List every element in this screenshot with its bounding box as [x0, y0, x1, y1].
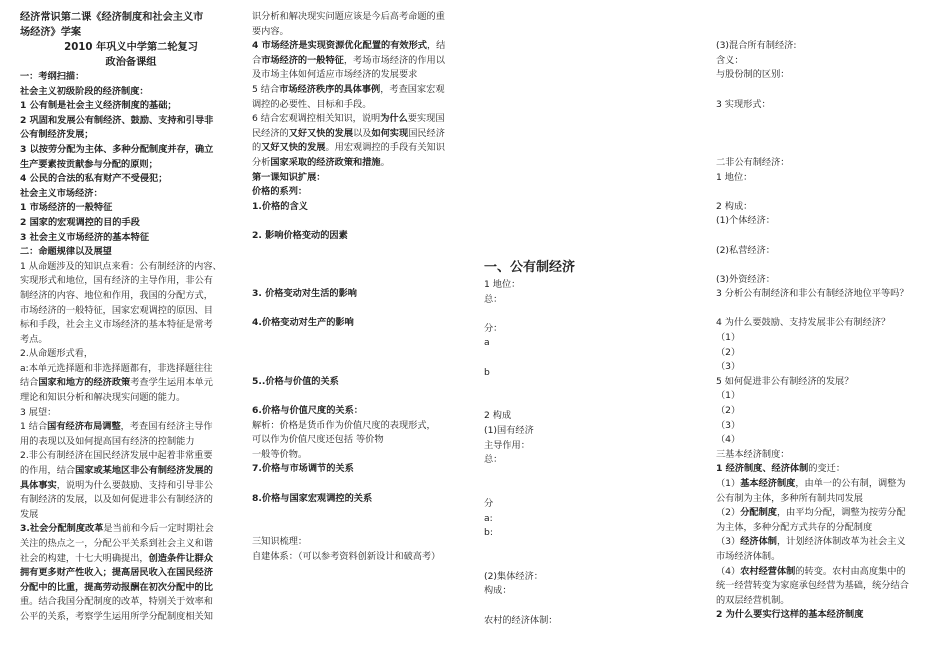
blank-line [252, 389, 474, 404]
text-span: 。用宏观调控的手段有关知识 [325, 142, 445, 154]
text-span: ，由单一的公有制，调整为 [795, 478, 906, 490]
blank-area [484, 10, 706, 258]
text-line: 二非公有制经济： [716, 156, 790, 168]
blank-line [484, 351, 706, 366]
text-span: ，计划经济体制改革为社会主义 [776, 536, 906, 548]
text-line [20, 420, 242, 435]
text-line: (1)个体经济： [716, 215, 775, 227]
bold-span: 基本经济制度 [740, 478, 796, 490]
text-line: a:本单元选择题和非选择题都有，非选择题往往 [20, 362, 213, 374]
text-span: 民经济的 [252, 127, 289, 139]
text-span: ，结 [426, 40, 446, 52]
text-line: 拥有更多财产性收入；提高居民收入在国民经济 [20, 567, 213, 579]
text-line: 主导作用： [484, 439, 530, 451]
column-4 [716, 10, 938, 623]
text-line: （3） [716, 419, 741, 431]
text-line [716, 462, 938, 477]
text-line: 8.价格与国家宏观调控的关系 [252, 492, 373, 504]
text-line: （2） [716, 346, 741, 358]
blank-line [716, 185, 938, 200]
text-line: 实现形式和地位，国有经济的主导作用，非公有 [20, 275, 213, 287]
bold-span: 农村经营体制 [740, 565, 796, 577]
text-line: 分 [484, 497, 494, 509]
text-line [252, 112, 474, 127]
text-line: 5 如何促进非公有制经济的发展？ [716, 375, 854, 387]
text-line: 市场经济的一般特征，国家宏观调控的原因、目 [20, 304, 213, 316]
text-line: 及市场主体如何适应市场经济的发展要求 [252, 69, 418, 81]
bold-span: 国家采取的经济政策和措施 [270, 156, 381, 168]
blank-line [716, 10, 938, 39]
text-span: 要实现国 [407, 113, 445, 125]
blank-line [484, 541, 706, 570]
text-span: ，由平均分配，调整为按劳分配 [776, 507, 906, 519]
text-line: 三基本经济制度： [716, 448, 790, 460]
text-line: 要内容。 [252, 25, 289, 37]
text-line [716, 477, 938, 492]
text-line: 为主体，多种分配方式共存的分配制度 [716, 521, 873, 533]
text-line: 分配中的比重，提高劳动报酬在初次分配中的比 [20, 581, 213, 593]
bold-span: 国有经济布局调整 [47, 421, 121, 433]
text-line: 重。结合我国分配制度的改革，特别关于效率和 [20, 596, 213, 608]
bold-span: 又好又快的发展 [261, 142, 326, 154]
blank-line [252, 477, 474, 492]
text-line [716, 565, 938, 580]
text-span: 以及 [353, 127, 372, 139]
text-line: 1 地位： [716, 171, 753, 183]
text-line: 1 地位： [484, 279, 521, 290]
text-line: 公平的关系，考察学生运用所学分配制度相关知 [20, 610, 213, 622]
text-line: 生产要素按贡献参与分配的原则； [20, 158, 158, 170]
blank-line [716, 112, 938, 156]
text-span: 分析 [252, 156, 271, 168]
text-line: 3 分析公有制经济和非公有制经济地位平等吗？ [716, 288, 909, 300]
blank-line [252, 331, 474, 375]
text-line: （4） [716, 434, 741, 446]
text-line: 可以作为价值尺度还包括 等价物 [252, 434, 384, 446]
blank-line [716, 229, 938, 244]
text-line: 1 公有制是社会主义经济制度的基础； [20, 100, 177, 112]
text-line: 7.价格与市场调节的关系 [252, 463, 354, 475]
text-line: 标和手段，社会主义市场经济的基本特征是常考 [20, 319, 213, 331]
text-line: 5..价格与价值的关系 [252, 375, 339, 387]
bold-span: 分配制度 [740, 507, 777, 519]
text-line: 公有制为主体，多种所有制共同发展 [716, 492, 863, 504]
text-span: 1 结合 [20, 421, 48, 433]
text-line: 构成： [484, 585, 512, 597]
column-2 [252, 10, 474, 565]
text-line: 4.价格变动对生产的影响 [252, 317, 354, 329]
school-line: 2010 年巩义中学第二轮复习 [64, 42, 198, 53]
text-span: 社会的构建，十七大明确提出， [20, 552, 149, 564]
blank-line [252, 244, 474, 288]
text-line: 2 国家的宏观调控的目的手段 [20, 216, 140, 228]
text-span: 结合 [20, 377, 39, 389]
text-line: 1 市场经济的一般特征 [20, 202, 113, 214]
text-line: （2） [716, 405, 741, 417]
bold-span: 具体事实 [20, 479, 57, 491]
text-line: 2 构成： [716, 200, 753, 212]
bold-span: 1 经济制度、经济体制 [716, 463, 809, 475]
text-line: 社会主义初级阶段的经济制度： [20, 85, 149, 97]
text-line: 2 巩固和发展公有制经济、鼓励、支持和引导非 [20, 114, 214, 126]
bold-span: 为什么 [380, 113, 408, 125]
text-line: 价格的系列： [252, 186, 308, 198]
text-line: 解析：价格是货币作为价值尺度的表现形式， [252, 419, 436, 431]
text-line: 发展 [20, 508, 39, 520]
text-line: (3)外资经济： [716, 273, 775, 285]
text-line: 3 以按劳分配为主体、多种分配制度并存，确立 [20, 143, 214, 155]
text-line: 3 展望： [20, 406, 57, 418]
text-line: 的双层经营机制。 [716, 594, 790, 606]
text-line [252, 39, 474, 54]
text-line: 与股份制的区别： [716, 69, 790, 81]
text-line [252, 83, 474, 98]
text-line: 含义： [716, 54, 744, 66]
text-line [716, 535, 938, 550]
text-line: 市场经济体制。 [716, 550, 781, 562]
text-span: ，考查国有经济主导作 [120, 421, 213, 433]
text-line: 公有制经济发展； [20, 129, 94, 141]
text-span: ，说明为什么要鼓励、支持和引导非公 [56, 479, 213, 491]
text-line: 自建体系：（可以参考资料创新设计和破高考） [252, 551, 441, 562]
text-span: 国民经济 [408, 127, 445, 139]
text-line: （1） [716, 390, 741, 402]
text-span: ，考查国家宏观 [380, 83, 445, 95]
text-line [20, 522, 242, 537]
bold-span: 4 市场经济是实现资源优化配置的有效形式 [252, 40, 427, 52]
text-line: 1 从命题涉及的知识点来看：公有制经济的内容、 [20, 260, 222, 272]
bold-span: 市场经济秩序的具体事例 [279, 83, 381, 95]
section-heading: 第一课知识扩展： [252, 171, 326, 183]
text-line: 理论和知识分析和解决现实问题的能力。 [20, 392, 186, 404]
text-line: 4 为什么要鼓励、支持发展非公有制经济？ [716, 317, 891, 329]
doc-title-line1: 经济常识第二课《经济制度和社会主义市 [20, 12, 204, 23]
text-line: 2 构成 [484, 410, 512, 422]
text-line [252, 141, 474, 156]
text-line [20, 479, 242, 494]
blank-line [716, 258, 938, 273]
text-line: 社会主义市场经济： [20, 187, 103, 199]
blank-line [252, 506, 474, 535]
text-span: 5 结合 [252, 83, 280, 95]
section-heading: 二：命题规律以及展望 [20, 246, 112, 258]
text-span: （3） [716, 536, 741, 548]
bold-span: 市场经济的一般特征 [261, 54, 344, 66]
text-line: 3 社会主义市场经济的基本特征 [20, 231, 150, 243]
text-line: b [484, 366, 490, 378]
text-line: a [484, 337, 490, 349]
text-line: 用的表现以及如何提高国有经济的控制能力 [20, 435, 195, 447]
blank-line [484, 307, 706, 322]
text-line: 农村的经济体制： [484, 614, 558, 626]
text-line: 有制经济的发展，以及如何促进非公有制经济的 [20, 494, 213, 506]
text-line: 关注的热点之一，分配公平关系到社会主义和谐 [20, 538, 213, 549]
bold-span: 如何实现 [371, 127, 409, 139]
bold-span: 经济体制 [740, 536, 777, 548]
text-line: 分： [484, 322, 503, 334]
section-heading: 一：考纲扫描： [20, 71, 85, 82]
blank-line [252, 214, 474, 229]
column-1 [20, 10, 242, 625]
text-line: b: [484, 527, 493, 539]
text-line: （1） [716, 332, 741, 344]
text-line: a: [484, 512, 493, 524]
text-line: 调控的必要性、目标和手段。 [252, 98, 372, 110]
doc-title-line2: 场经济》学案 [20, 27, 82, 38]
blank-line [484, 599, 706, 614]
text-span: 考查学生运用本单元 [130, 377, 213, 389]
text-span: 。 [380, 156, 390, 168]
text-span: （1） [716, 478, 741, 490]
text-span: 的 [252, 142, 262, 154]
text-line [20, 464, 242, 479]
group-line: 政治备课组 [105, 57, 157, 68]
text-span: （4） [716, 565, 741, 577]
text-line [252, 127, 474, 142]
text-span: 合 [252, 54, 262, 66]
text-span: 6 结合宏观调控相关知识，说明 [252, 113, 381, 125]
blank-line [252, 302, 474, 317]
text-line: 6.价格与价值尺度的关系： [252, 405, 363, 417]
text-line: 考点。 [20, 333, 48, 345]
text-line: 3 实现形式： [716, 98, 771, 110]
text-line: 2 为什么要实行这样的基本经济制度 [716, 609, 864, 621]
text-line: 3. 价格变动对生活的影响 [252, 288, 357, 300]
text-line: 总： [484, 293, 503, 305]
text-line: (1)国有经济 [484, 424, 534, 436]
text-span: （2） [716, 507, 741, 519]
blank-line [716, 302, 938, 317]
text-line: (2)集体经济： [484, 570, 543, 582]
text-span: 的作用，结合 [20, 465, 76, 477]
text-line [252, 54, 474, 69]
text-line: （3） [716, 361, 741, 373]
text-line: 4 公民的合法的私有财产不受侵犯； [20, 173, 168, 185]
bold-span: 3.社会分配制度改革 [20, 523, 104, 535]
text-span: 的变迁： [808, 463, 846, 475]
text-line: 识分析和解决现实问题应该是今后高考命题的重 [252, 11, 445, 22]
blank-line [484, 380, 706, 409]
text-span: ，考场市场经济的作用以 [343, 54, 445, 66]
text-line: 统一经营转变为家庭承包经营为基础，统分结合 [716, 580, 909, 592]
text-span: 的转变。农村由高度集中的 [795, 565, 906, 577]
text-line: 总： [484, 454, 503, 466]
text-line: 制经济的内容、地位和作用，我国的分配方式， [20, 289, 213, 301]
blank-line [484, 468, 706, 497]
section-heading: 三知识梳理： [252, 536, 308, 548]
blank-line [716, 83, 938, 98]
text-line: 1.价格的含义 [252, 200, 308, 212]
text-line [20, 376, 242, 391]
bold-span: 创造条件让群众 [148, 552, 213, 564]
text-line [716, 506, 938, 521]
text-line [20, 552, 242, 567]
text-line: 一般等价物。 [252, 448, 308, 460]
text-line: 2.从命题形式看， [20, 348, 94, 360]
text-line: 2. 影响价格变动的因素 [252, 229, 348, 241]
text-line: (2)私营经济： [716, 244, 775, 256]
text-line [252, 156, 474, 171]
section-heading: 一、公有制经济 [484, 260, 576, 275]
bold-span: 国家或某地区非公有制经济发展的 [75, 465, 213, 477]
text-span: 是当前和今后一定时期社会 [103, 523, 214, 535]
bold-span: 又好又快的发展 [288, 127, 354, 139]
bold-span: 国家和地方的经济政策 [38, 377, 131, 389]
text-line: (3)混合所有制经济: [716, 40, 797, 52]
text-line: 2.非公有制经济在国民经济发展中起着非常重要 [20, 450, 213, 462]
column-3 [484, 10, 706, 628]
